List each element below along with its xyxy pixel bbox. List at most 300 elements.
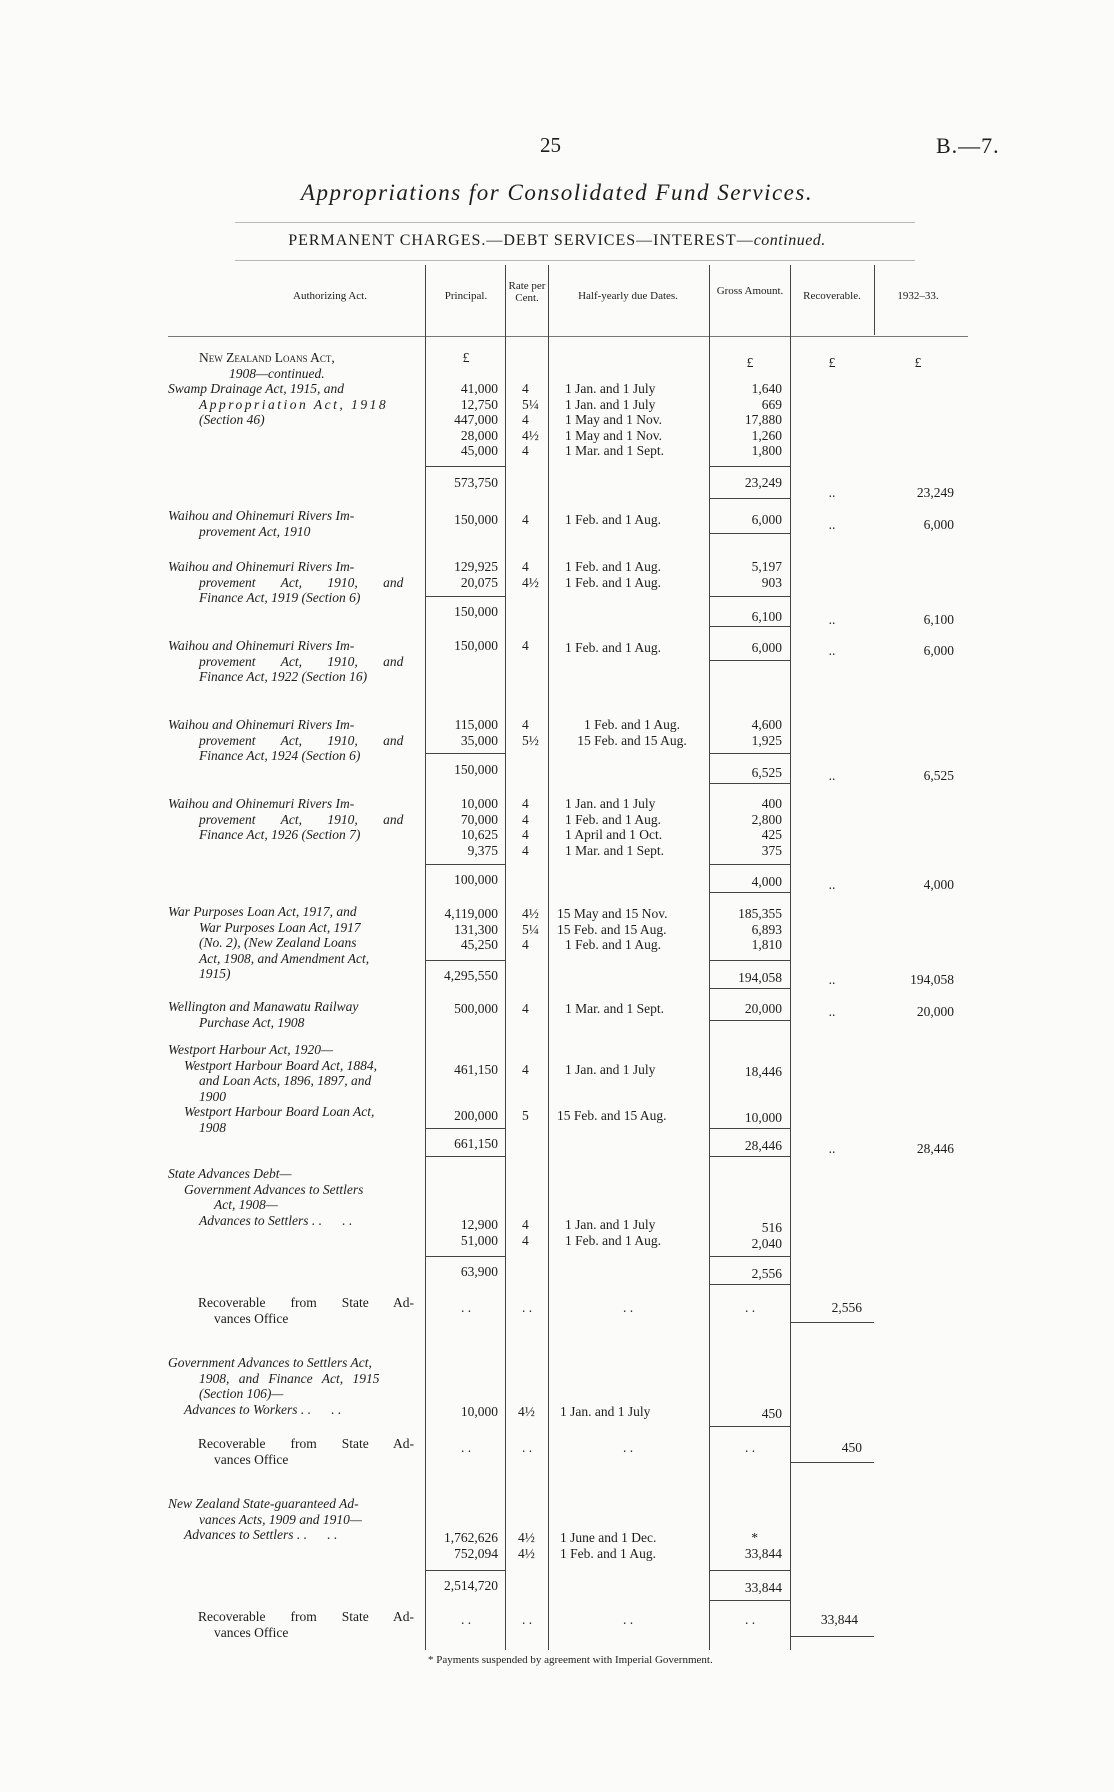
rate-value: . . [521, 1300, 533, 1315]
gross-cell [712, 717, 782, 748]
act-line: 1908 [199, 1119, 226, 1135]
principal-cell [428, 796, 498, 858]
act-line: 1908, and Finance Act, 1915 [199, 1370, 380, 1386]
header-principal: Principal. [444, 290, 488, 302]
principal-value: 150,000 [454, 638, 498, 653]
subtotal-rule [425, 753, 505, 754]
recoverable-value: .. [828, 972, 836, 987]
subtotal-rule [709, 1256, 790, 1257]
act-line: Recoverable from State Ad- [198, 1436, 414, 1451]
rate-cell [518, 1530, 535, 1561]
subtotal-rule [425, 1256, 505, 1257]
principal-value: 45,000 [460, 443, 498, 458]
gross-value: 4,600 [751, 717, 782, 732]
header-rule [168, 336, 968, 337]
act-line: and Loan Acts, 1896, 1897, and [199, 1073, 372, 1088]
gross-value: 425 [761, 827, 782, 842]
recoverable-value: .. [828, 517, 836, 532]
act-line: Government Advances to Settlers [184, 1181, 364, 1197]
principal-value: 45,250 [460, 937, 498, 952]
subtotal-rule [709, 753, 790, 754]
recoverable-value: .. [828, 768, 836, 783]
authorizing-act-cell [168, 1496, 420, 1543]
rate-value: 4 [522, 796, 529, 811]
recoverable-value: 450 [841, 1440, 862, 1455]
gross-value: 2,040 [751, 1235, 782, 1251]
principal-value: 20,075 [460, 574, 498, 590]
year-total: 4,000 [923, 877, 954, 892]
subtotal-gross: 194,058 [738, 970, 782, 985]
rate-value: 4 [522, 1001, 529, 1016]
subtotal-rule [425, 960, 505, 961]
authorizing-act-cell [168, 904, 420, 982]
principal-cell [428, 559, 498, 590]
header-year: 1932–33. [897, 290, 939, 302]
rate-value: 4½ [522, 427, 539, 443]
principal-value: 10,625 [460, 827, 498, 842]
act-line: New Zealand State-guaranteed Ad- [168, 1496, 359, 1511]
gross-value: 6,893 [751, 921, 782, 937]
subtotal-rule [709, 498, 790, 499]
rate-value: 4 [522, 937, 529, 952]
rule-principal [425, 265, 426, 1650]
act-line: 1908—continued. [229, 365, 325, 381]
act-line: State Advances Debt— [168, 1166, 292, 1181]
subtotal-rule [709, 596, 790, 597]
act-line: Finance Act, 1922 (Section 16) [199, 669, 368, 684]
dates-value: . . [622, 1612, 634, 1627]
dates-value: 1 Feb. and 1 Aug. [565, 640, 661, 655]
rate-value: 4 [522, 1232, 529, 1248]
recoverable-value: .. [828, 485, 836, 500]
act-line: Westport Harbour Act, 1920— [168, 1042, 334, 1057]
dates-value: 1 May and 1 Nov. [565, 412, 662, 427]
act-line: War Purposes Loan Act, 1917 [199, 919, 361, 935]
rule-gross [709, 265, 710, 1650]
gross-value: 375 [761, 842, 782, 858]
recoverable-value: .. [828, 1141, 836, 1156]
title-rule [235, 222, 915, 223]
act-line: vances Office [214, 1451, 289, 1467]
rate-value: 4½ [522, 574, 539, 590]
act-line: Swamp Drainage Act, 1915, and [168, 381, 344, 396]
act-line: Wellington and Manawatu Railway [168, 999, 359, 1014]
rate-value: 4 [522, 717, 529, 732]
principal-value: . . [460, 1300, 472, 1315]
act-line: (No. 2), (New Zealand Loans [199, 935, 357, 950]
subtotal-rule [425, 466, 505, 467]
act-line: Purchase Act, 1908 [199, 1014, 305, 1030]
dates-value: 15 May and 15 Nov. [557, 906, 668, 921]
dates-value: 1 Feb. and 1 Aug. [565, 1232, 661, 1248]
subtotal-rule [709, 660, 790, 661]
subtitle-continued: continued. [753, 232, 826, 249]
gross-value: 10,000 [744, 1110, 782, 1125]
gross-value: 2,800 [751, 811, 782, 827]
header-due-dates: Half-yearly due Dates. [578, 290, 678, 302]
act-line: vances Office [214, 1310, 289, 1326]
principal-cell [418, 906, 498, 953]
dates-value: 15 Feb. and 15 Aug. [557, 921, 667, 937]
principal-value: 10,000 [460, 1404, 498, 1419]
rate-value: 4 [522, 638, 529, 653]
subtotal-rule [709, 892, 790, 893]
authorizing-act-cell [168, 1355, 420, 1417]
page-number: 25 [540, 133, 561, 157]
gross-value: * [751, 1530, 758, 1545]
recoverable-value: .. [828, 612, 836, 627]
subtotal-rule [709, 1600, 790, 1601]
subtotal-rule [709, 1570, 790, 1571]
act-line: provement Act, 1910, and [199, 653, 404, 669]
act-line: Westport Harbour Board Act, 1884, [184, 1057, 378, 1073]
authorizing-act-cell [168, 508, 420, 539]
recoverable-value: .. [828, 643, 836, 658]
act-line: Finance Act, 1919 (Section 6) [199, 590, 361, 605]
subtotal-gross: 28,446 [744, 1138, 782, 1153]
recoverable-value: .. [828, 877, 836, 892]
rate-value: 4½ [518, 1545, 535, 1561]
dates-value: 1 Feb. and 1 Aug. [565, 559, 661, 574]
act-line: (Section 46) [199, 412, 265, 427]
principal-cell [428, 717, 498, 748]
subtotal-principal: 63,900 [460, 1264, 498, 1279]
rate-cell [522, 559, 539, 590]
rule-rate [505, 265, 506, 1650]
subtotal-rule [425, 596, 505, 597]
subtotal-rule [709, 988, 790, 989]
subtotal-rule [425, 1570, 505, 1571]
subtotal-rule [425, 864, 505, 865]
dates-value: 1 April and 1 Oct. [565, 827, 663, 842]
rate-value: 4 [522, 512, 529, 527]
page-reference: B.—7. [936, 133, 1000, 158]
dates-value: 15 Feb. and 15 Aug. [577, 732, 687, 748]
dates-value: 1 Feb. and 1 Aug. [560, 1545, 656, 1561]
subtotal-rule [790, 1462, 874, 1463]
principal-value: 51,000 [460, 1232, 498, 1248]
act-line: Waihou and Ohinemuri Rivers Im- [168, 796, 355, 811]
authorizing-act-cell [168, 350, 420, 428]
dates-value: . . [622, 1300, 634, 1315]
dates-cell [557, 906, 668, 953]
subtotal-principal: 661,150 [454, 1136, 498, 1151]
header-recoverable: Recoverable. [803, 290, 861, 302]
subtitle-main: PERMANENT CHARGES.—DEBT SERVICES—INTEREST— [288, 232, 754, 249]
subtotal-rule [709, 783, 790, 784]
dates-value: 1 Jan. and 1 July [560, 1404, 651, 1419]
act-line: provement Act, 1910, and [199, 574, 404, 590]
gross-value: 6,000 [751, 640, 782, 655]
unit-principal: £ [462, 350, 470, 365]
rate-value: 4 [522, 381, 529, 396]
rate-value: 4 [522, 827, 529, 842]
act-line: Advances to Settlers . . . . [199, 1212, 353, 1228]
year-total: 194,058 [910, 972, 954, 987]
dates-value: 1 Mar. and 1 Sept. [565, 443, 664, 458]
subtotal-rule [709, 1128, 790, 1129]
act-line: War Purposes Loan Act, 1917, and [168, 904, 357, 919]
act-line: Westport Harbour Board Loan Act, [184, 1104, 375, 1119]
gross-value: 1,640 [751, 381, 782, 396]
rate-cell [522, 796, 529, 858]
gross-value: 1,800 [751, 443, 782, 458]
subtotal-rule [709, 626, 790, 627]
act-line: Act, 1908, and Amendment Act, [199, 950, 370, 966]
gross-value: 6,000 [751, 512, 782, 527]
subtotal-gross: 2,556 [751, 1266, 782, 1281]
act-line: Recoverable from State Ad- [198, 1609, 414, 1624]
authorizing-act-cell [168, 1166, 420, 1228]
recoverable-value: .. [828, 1004, 836, 1019]
dates-value: . . [622, 1440, 634, 1455]
subtotal-rule [790, 1322, 874, 1323]
gross-value: 185,355 [738, 906, 782, 921]
principal-value: 131,300 [454, 921, 498, 937]
dates-cell [565, 381, 664, 459]
gross-cell [712, 796, 782, 858]
rate-value: 4 [522, 842, 529, 858]
gross-value: 18,446 [744, 1064, 782, 1079]
dates-value: 1 May and 1 Nov. [565, 427, 662, 443]
dates-value: 1 Jan. and 1 July [565, 381, 656, 396]
act-line: Advances to Settlers . . . . [184, 1527, 338, 1542]
act-line: Advances to Workers . . . . [184, 1401, 342, 1417]
authorizing-act-cell [198, 1609, 414, 1640]
year-total: 20,000 [916, 1004, 954, 1019]
year-total: 6,100 [923, 612, 954, 627]
act-line: 1915) [199, 966, 231, 981]
principal-value: 10,000 [460, 796, 498, 811]
subtotal-rule [790, 1636, 874, 1637]
subtotal-rule [709, 1020, 790, 1021]
gross-cell [712, 1220, 782, 1251]
table-subtitle [0, 232, 1114, 250]
rate-value: 4 [522, 1217, 529, 1232]
gross-value: 1,925 [751, 732, 782, 748]
recoverable-value: 33,844 [820, 1612, 858, 1627]
gross-value: 516 [761, 1220, 782, 1235]
principal-value: 12,750 [460, 396, 498, 412]
rule-dates [548, 265, 549, 1650]
subtotal-principal: 100,000 [454, 872, 498, 887]
rate-cell [522, 381, 539, 459]
dates-cell [565, 1217, 661, 1248]
dates-value: 1 Mar. and 1 Sept. [565, 842, 664, 858]
act-line: Government Advances to Settlers Act, [168, 1355, 372, 1370]
principal-value: . . [460, 1440, 472, 1455]
principal-cell [428, 381, 498, 459]
dates-value: 1 June and 1 Dec. [560, 1530, 657, 1545]
gross-value: . . [744, 1612, 756, 1627]
dates-value: 1 Feb. and 1 Aug. [565, 937, 661, 952]
subtotal-principal: 2,514,720 [444, 1578, 498, 1593]
principal-value: 35,000 [460, 732, 498, 748]
dates-value: 1 Jan. and 1 July [565, 396, 656, 412]
act-line: vances Office [214, 1624, 289, 1640]
rate-value: 4 [522, 412, 529, 427]
act-line: provement Act, 1910, and [199, 732, 404, 748]
act-line: New Zealand Loans Act, [199, 350, 335, 365]
principal-value: 28,000 [460, 427, 498, 443]
dates-value: 1 Feb. and 1 Aug. [565, 574, 661, 590]
unit-year: £ [914, 355, 922, 370]
subtotal-gross: 33,844 [744, 1580, 782, 1595]
rate-value: 4 [522, 559, 529, 574]
subtotal-rule [709, 1426, 790, 1427]
principal-value: 70,000 [460, 811, 498, 827]
subtotal-rule [709, 1156, 790, 1157]
dates-value: 1 Mar. and 1 Sept. [565, 1001, 664, 1016]
act-line: Finance Act, 1926 (Section 7) [199, 827, 361, 842]
act-line: Waihou and Ohinemuri Rivers Im- [168, 638, 355, 653]
principal-value: 41,000 [460, 381, 498, 396]
act-line: provement Act, 1910 [199, 523, 311, 539]
header-rate: Rate per Cent. [508, 280, 546, 304]
act-line: 1900 [199, 1088, 226, 1104]
dates-cell [565, 796, 664, 858]
rate-cell [522, 906, 539, 953]
act-line: Finance Act, 1924 (Section 6) [199, 748, 361, 763]
principal-value: 4,119,000 [444, 906, 498, 921]
rate-value: 4 [522, 443, 529, 458]
act-line: provement Act, 1910, and [199, 811, 404, 827]
rate-value: 4 [522, 1062, 529, 1077]
gross-value: 669 [761, 396, 782, 412]
gross-cell [712, 906, 782, 953]
rate-value: 5¼ [522, 396, 539, 412]
unit-recoverable: £ [828, 355, 836, 370]
recoverable-value: 2,556 [831, 1300, 862, 1315]
act-line: Waihou and Ohinemuri Rivers Im- [168, 717, 355, 732]
authorizing-act-cell [198, 1295, 414, 1326]
authorizing-act-cell [168, 559, 420, 606]
act-line: Act, 1908— [214, 1197, 278, 1212]
principal-value: 12,900 [460, 1217, 498, 1232]
authorizing-act-cell [198, 1436, 414, 1467]
subtotal-gross: 6,525 [751, 765, 782, 780]
subtotal-rule [709, 864, 790, 865]
header-gross-amount: Gross Amount. [716, 285, 784, 297]
rate-value: 4½ [518, 1404, 535, 1419]
rule-recoverable [790, 265, 791, 1650]
principal-value: 129,925 [454, 559, 498, 574]
authorizing-act-cell [168, 717, 420, 764]
rate-value: . . [521, 1440, 533, 1455]
subtotal-rule [709, 533, 790, 534]
subtotal-principal: 4,295,550 [444, 968, 498, 983]
dates-value: 1 Jan. and 1 July [565, 1062, 656, 1077]
authorizing-act-cell [168, 796, 420, 843]
gross-cell [712, 559, 782, 590]
gross-value: 5,197 [751, 559, 782, 574]
unit-gross: £ [746, 355, 754, 370]
dates-value: 1 Feb. and 1 Aug. [565, 512, 661, 527]
gross-value: . . [744, 1300, 756, 1315]
rate-cell [522, 717, 539, 748]
year-total: 28,446 [916, 1141, 954, 1156]
gross-value: 20,000 [744, 1001, 782, 1016]
header-authorizing-act: Authorizing Act. [293, 290, 367, 302]
principal-value: 115,000 [454, 717, 498, 732]
act-line: (Section 106)— [199, 1386, 284, 1401]
gross-cell [712, 381, 782, 459]
dates-value: 1 Feb. and 1 Aug. [565, 811, 661, 827]
principal-value: 752,094 [454, 1545, 498, 1561]
act-line: Waihou and Ohinemuri Rivers Im- [168, 559, 355, 574]
principal-value: 9,375 [467, 842, 498, 858]
rule-year [874, 265, 875, 335]
rate-value: 4 [522, 811, 529, 827]
dates-value: 1 Jan. and 1 July [565, 1217, 656, 1232]
subtotal-gross: 23,249 [744, 475, 782, 490]
gross-value: 1,260 [751, 427, 782, 443]
page-title: Appropriations for Consolidated Fund Services. [300, 180, 814, 205]
rate-value: 4½ [518, 1530, 535, 1545]
subtotal-rule [425, 1128, 505, 1129]
rate-value: . . [521, 1612, 533, 1627]
subtotal-rule [709, 1284, 790, 1285]
principal-cell [418, 1530, 498, 1561]
year-total: 6,000 [923, 517, 954, 532]
rate-value: 5 [522, 1108, 529, 1123]
year-total: 6,000 [923, 643, 954, 658]
footnote: * Payments suspended by agreement with Imperial Government. [428, 1654, 713, 1666]
principal-value: 1,762,626 [444, 1530, 498, 1545]
subtotal-gross: 6,100 [751, 609, 782, 624]
gross-value: 903 [761, 574, 782, 590]
principal-value: 447,000 [454, 412, 498, 427]
gross-value: 33,844 [744, 1545, 782, 1561]
authorizing-act-cell [168, 1042, 420, 1135]
authorizing-act-cell [168, 638, 420, 685]
subtotal-rule [709, 466, 790, 467]
gross-value: 1,810 [751, 937, 782, 952]
subtotal-principal: 150,000 [454, 762, 498, 777]
principal-value: 461,150 [454, 1062, 498, 1077]
rate-value: 5¼ [522, 921, 539, 937]
dates-cell [565, 559, 661, 590]
subtotal-principal: 573,750 [454, 475, 498, 490]
principal-value: 200,000 [454, 1108, 498, 1123]
act-line: Waihou and Ohinemuri Rivers Im- [168, 508, 355, 523]
act-line: Recoverable from State Ad- [198, 1295, 414, 1310]
dates-cell [560, 1530, 656, 1561]
gross-cell [712, 1530, 782, 1561]
subtitle-rule [235, 260, 915, 261]
rate-value: 5½ [522, 732, 539, 748]
authorizing-act-cell [168, 999, 420, 1030]
gross-value: 450 [761, 1406, 782, 1421]
gross-value: . . [744, 1440, 756, 1455]
subtotal-principal: 150,000 [454, 604, 498, 619]
dates-cell [558, 717, 706, 748]
year-total: 23,249 [916, 485, 954, 500]
gross-value: 17,880 [744, 412, 782, 427]
dates-value: 15 Feb. and 15 Aug. [557, 1108, 667, 1123]
dates-value: 1 Jan. and 1 July [565, 796, 656, 811]
rate-value: 4½ [522, 906, 539, 921]
principal-value: . . [460, 1612, 472, 1627]
rate-cell [522, 1217, 529, 1248]
subtotal-gross: 4,000 [751, 874, 782, 889]
year-total: 6,525 [923, 768, 954, 783]
dates-value: 1 Feb. and 1 Aug. [584, 717, 680, 732]
principal-value: 150,000 [454, 512, 498, 527]
principal-cell [428, 1217, 498, 1248]
gross-value: 400 [761, 796, 782, 811]
subtotal-rule [425, 1156, 505, 1157]
